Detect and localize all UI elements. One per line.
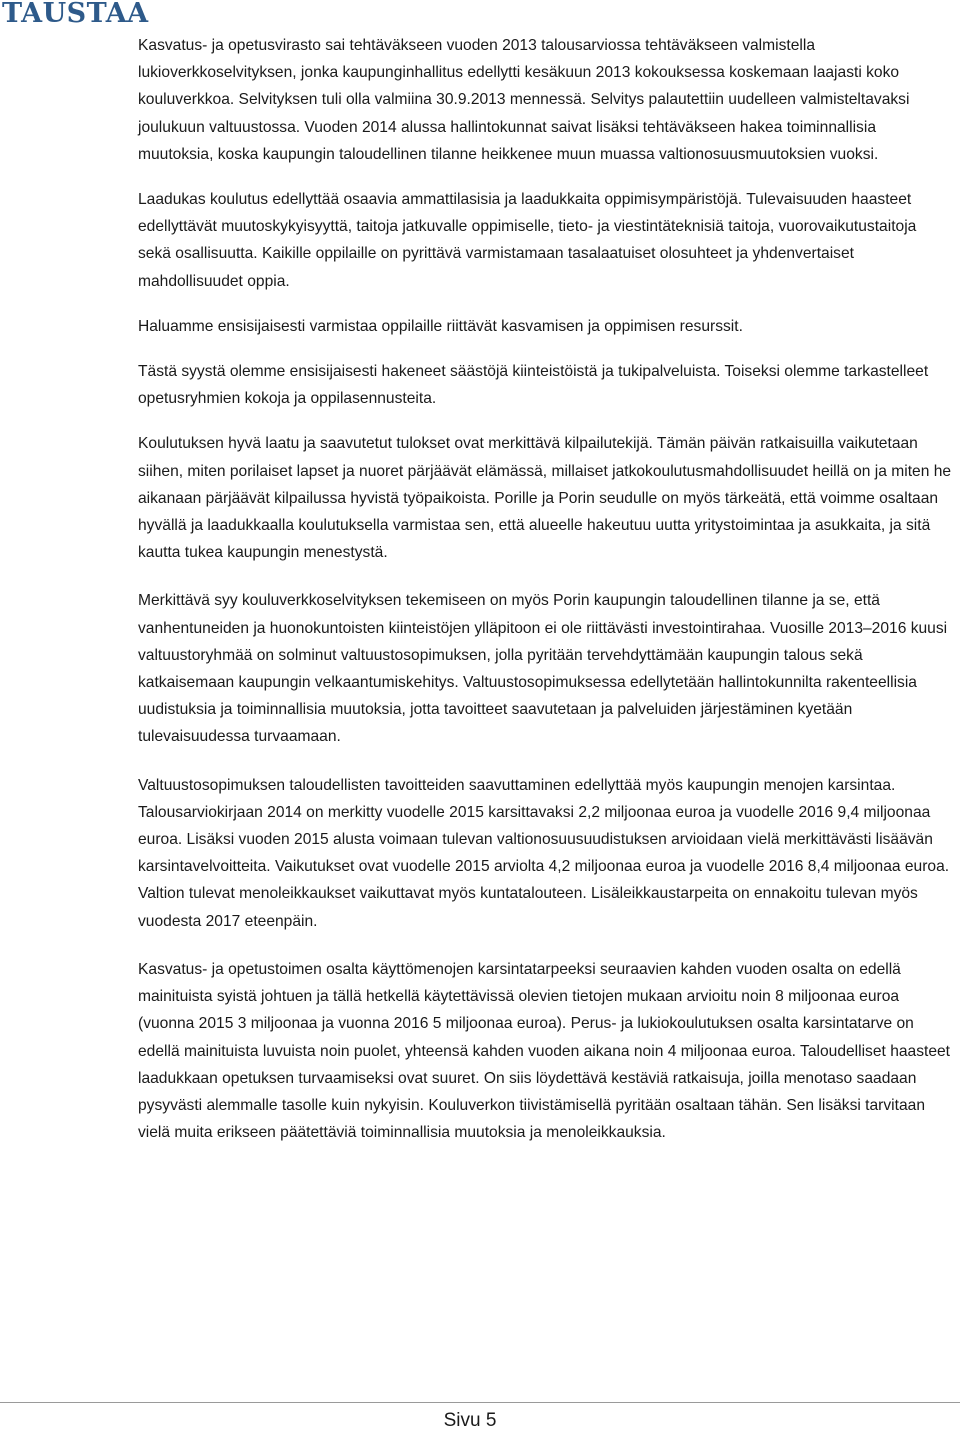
page-number: Sivu 5	[443, 1410, 497, 1431]
footer-divider	[0, 1402, 960, 1403]
document-body	[138, 32, 953, 1146]
paragraph-quality-education: Laadukas koulutus edellyttää osaavia ammattilasisia ja laadukkaita oppimisympäristöjä. Tulevaisuuden haasteet edellyttävät muutoskykyisyyttä, taitoja jatkuvalle oppimiselle, tieto- ja viestintäteknisiä taitoja, vuorovaikutustaitoja sekä osallisuutta. Kaikille oppilaille on pyrittävä varmistamaan tasalaatuiset olosuhteet ja yhdenvertaiset mahdollisuudet oppia.	[138, 191, 917, 290]
paragraph-resources: Haluamme ensisijaisesti varmistaa oppilaille riittävät kasvamisen ja oppimisen resurssit.	[138, 317, 743, 335]
paragraph-education-cuts: Kasvatus- ja opetustoimen osalta käyttömenojen karsintatarpeeksi seuraavien kahden vuoden osalta on edellä mainituista syistä johtuen ja tällä hetkellä käytettävissä olevien tietojen mukaan arvioitu noin 8 miljoonaa euroa (vuonna 2015 3 miljoonaa ja vuonna 2016 5 miljoonaa euroa). Perus- ja lukiokoulutuksen osalta karsintatarve on edellä mainituista luvuista noin puolet, yhteensä kahden vuoden aikana noin 4 miljoonaa euroa. Taloudelliset haasteet laadukkaan opetuksen turvaamiseksi ovat suuret. On siis löydettävä kestäviä ratkaisuja, joilla menotaso saadaan pysyvästi alemmalle tasolle kuin nykyisin. Kouluverkon tiivistämisellä pyritään osaltaan tähän. Sen lisäksi tarvitaan vielä muita erikseen päätettäviä toiminnallisia muutoksia ja menoleikkauksia.	[138, 960, 951, 1142]
paragraph-budget-cuts: Valtuustosopimuksen taloudellisten tavoitteiden saavuttaminen edellyttää myös kaupungin menojen karsintaa. Talousarviokirjaan 2014 on merkitty vuodelle 2015 karsittavaksi 2,2 miljoonaa euroa ja vuodelle 2016 9,4 miljoonaa euroa. Lisäksi vuoden 2015 alusta voimaan tulevan valtionosuusuudistuksen arvioidaan vielä merkittävästi lisäävän karsintavelvoitteita. Vaikutukset ovat vuodelle 2015 arviolta 4,2 miljoonaa euroa ja vuodelle 2016 8,4 miljoonaa euroa. Valtion tulevat menoleikkaukset vaikuttavat myös kuntatalouteen. Lisäleikkaustarpeita on ennakoitu tulevan myös vuodesta 2017 eteenpäin.	[138, 776, 950, 930]
section-heading: TAUSTAA	[2, 0, 149, 29]
paragraph-background: Kasvatus- ja opetusvirasto sai tehtäväkseen vuoden 2013 talousarviossa tehtäväkseen valmistella lukioverkkoselvityksen, jonka kaupunginhallitus edellytti kesäkuun 2013 kokouksessa koskemaan laajasti koko kouluverkkoa. Selvityksen tuli olla valmiina 30.9.2013 mennessä. Selvitys palautettiin uudelleen valmisteltavaksi joulukuun valtuustossa. Vuoden 2014 alussa hallintokunnat saivat lisäksi tehtäväkseen hakea toiminnallisia muutoksia, koska kaupungin taloudellinen tilanne heikkenee muun muassa valtionosuusmuutoksien vuoksi.	[138, 37, 910, 163]
paragraph-savings: Tästä syystä olemme ensisijaisesti hakeneet säästöjä kiinteistöistä ja tukipalveluista. Toiseksi olemme tarkastelleet opetusryhmien kokoja ja oppilasennusteita.	[138, 363, 929, 408]
paragraph-city-finances: Merkittävä syy kouluverkkoselvityksen tekemiseen on myös Porin kaupungin taloudellinen tilanne ja se, että vanhentuneiden ja huonokuntoisten kiinteistöjen ylläpitoon ei ole riittävästi investointirahaa. Vuosille 2013–2016 kuusi valtuustoryhmää on solminut valtuustosopimuksen, jolla pyritään tervehdyttämään kaupungin talous sekä katkaisemaan kaupungin velkaantumiskehitys. Valtuustosopimuksessa edellytetään hallintokunnilta rakenteellisia uudistuksia ja toiminnallisia muutoksia, jotta tavoitteet saavutetaan ja palveluiden järjestäminen kyetään tulevaisuudessa turvaamaan.	[138, 592, 948, 746]
paragraph-competitiveness: Koulutuksen hyvä laatu ja saavutetut tulokset ovat merkittävä kilpailutekijä. Tämän päivän ratkaisuilla vaikutetaan siihen, miten porilaiset lapset ja nuoret pärjäävät elämässä, millaiset jatkokoulutusmahdollisuudet heillä on ja miten he aikanaan pärjäävät kilpailussa hyvistä työpaikoista. Porille ja Porin seudulle on myös tärkeätä, että voimme osaltaan hyvällä ja laadukkaalla koulutuksella varmistaa sen, että alueelle hakeutuu uutta yritystoimintaa ja asukkaita, ja sitä kautta tukea kaupungin menestystä.	[138, 435, 952, 562]
